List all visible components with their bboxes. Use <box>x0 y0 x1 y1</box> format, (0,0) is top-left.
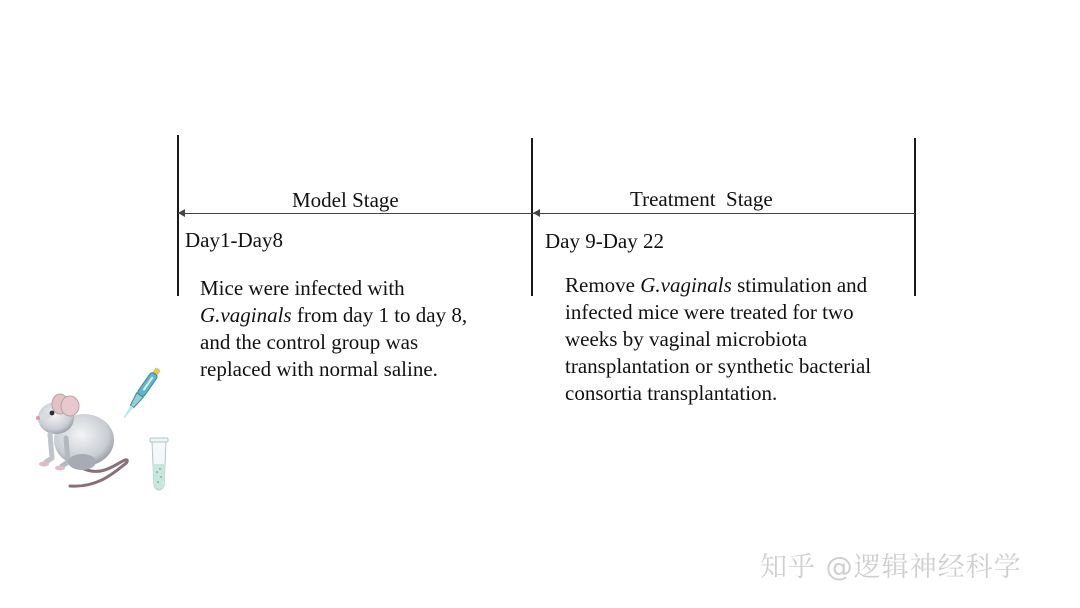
description-line <box>200 329 467 356</box>
tube-icon <box>146 436 172 496</box>
text-segment: stimulation and <box>731 273 868 297</box>
text-segment: Remove <box>565 273 641 297</box>
watermark: 知乎 @逻辑神经科学 <box>760 552 1022 583</box>
description-line <box>565 272 871 299</box>
timeline-axis <box>178 213 915 214</box>
model-stage-arrowhead <box>178 209 185 217</box>
italic-species-name: G.vaginals <box>200 303 292 327</box>
description-line <box>565 353 871 380</box>
description-line <box>565 326 871 353</box>
italic-species-name: G.vaginals <box>640 273 732 297</box>
text-segment: and the control group was <box>200 330 419 354</box>
description-line <box>200 356 467 383</box>
treatment-stage-description <box>565 272 871 407</box>
model-stage-days: Day1-Day8 <box>185 228 283 252</box>
text-segment: from day 1 to day 8, <box>291 303 468 327</box>
model-stage-description <box>200 275 467 383</box>
treatment-stage-title: Treatment Stage <box>630 187 773 211</box>
text-segment: infected mice were treated for two <box>565 300 854 324</box>
treatment-stage-arrowhead <box>533 209 540 217</box>
text-segment: consortia transplantation. <box>565 381 778 405</box>
text-segment: replaced with normal saline. <box>200 357 438 381</box>
description-line <box>565 380 871 407</box>
description-line <box>565 299 871 326</box>
text-segment: transplantation or synthetic bacterial <box>565 354 872 378</box>
description-line <box>200 302 467 329</box>
text-segment: Mice were infected with <box>200 276 405 300</box>
description-line <box>200 275 467 302</box>
pipette-icon <box>118 360 166 428</box>
timeline-mid-line <box>531 138 533 296</box>
timeline-end-line <box>914 138 916 296</box>
model-stage-title: Model Stage <box>292 188 399 212</box>
treatment-stage-days: Day 9-Day 22 <box>545 229 664 253</box>
text-segment: weeks by vaginal microbiota <box>565 327 808 351</box>
mouse-icon <box>22 378 132 493</box>
